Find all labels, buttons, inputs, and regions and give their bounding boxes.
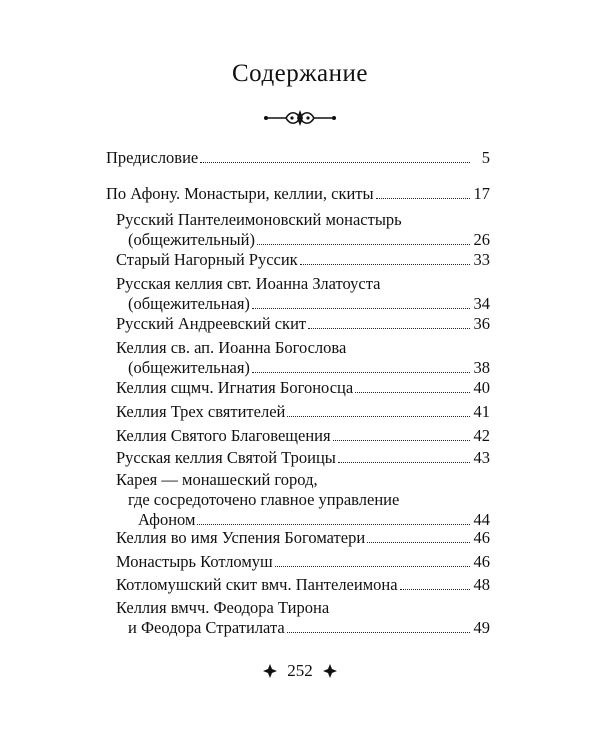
toc-page-number: 42 [473, 426, 490, 445]
toc-entry-title: Русская келлия Святой Троицы [116, 448, 336, 467]
toc-page-number: 40 [473, 378, 490, 397]
toc-page-number: 43 [473, 448, 490, 467]
toc-page-number: 46 [473, 552, 490, 571]
toc-entry[interactable] [116, 598, 490, 638]
toc-page-number: 44 [473, 510, 490, 529]
diamond-star-icon [323, 664, 337, 678]
toc-entry-title: Котломушский скит вмч. Пантелеимона [116, 575, 398, 594]
toc-entry-title: Келлия вмчч. Феодора Тирона [116, 598, 330, 617]
toc-entry-title: Келлия сщмч. Игнатия Богоносца [116, 378, 354, 397]
toc-entry-section-athos[interactable] [106, 184, 490, 204]
toc-entry-title: Предисловие [106, 148, 199, 167]
toc-entry-title-cont: где сосредоточено главное управление [128, 490, 400, 509]
toc-entry-preface[interactable] [106, 148, 490, 168]
leader-dots [252, 308, 470, 309]
toc-page-number: 34 [473, 294, 490, 313]
toc-entry[interactable] [116, 470, 490, 530]
toc-entry-title: Русская келлия свт. Иоанна Златоуста [116, 274, 381, 293]
leader-dots [300, 264, 470, 265]
leader-dots [287, 632, 470, 633]
toc-page-number: 48 [473, 575, 490, 594]
leader-dots [338, 462, 470, 463]
page-footer [0, 661, 600, 681]
diamond-star-icon [263, 664, 277, 678]
leader-dots [197, 524, 470, 525]
leader-dots [275, 566, 470, 567]
toc-entry[interactable] [116, 274, 490, 314]
toc-entry-title-cont: Афоном [138, 510, 196, 529]
leader-dots [355, 392, 470, 393]
leader-dots [287, 416, 470, 417]
leader-dots [200, 162, 470, 163]
toc-entry-title-cont: (общежительная) [128, 358, 250, 377]
toc-entry-title: Русский Андреевский скит [116, 314, 307, 333]
toc-page-number: 5 [481, 148, 490, 167]
toc-entry-title: Карея — монашеский город, [116, 470, 318, 489]
toc-page-number: 46 [473, 528, 490, 547]
toc-entry[interactable] [116, 552, 490, 572]
toc-entry[interactable] [116, 402, 490, 422]
toc-page-number: 33 [473, 250, 490, 269]
leader-dots [367, 542, 470, 543]
toc-entry-title-cont: (общежительный) [128, 230, 255, 249]
leader-dots [333, 440, 470, 441]
leader-dots [376, 198, 470, 199]
toc-entry-title: Монастырь Котломуш [116, 552, 273, 571]
toc-page-number: 36 [473, 314, 490, 333]
leader-dots [308, 328, 470, 329]
toc-entry[interactable] [116, 210, 490, 250]
page-number: 252 [287, 661, 313, 680]
toc-entry-title: Келлия Трех святителей [116, 402, 286, 421]
toc-page-number: 41 [473, 402, 490, 421]
toc-entry-title-cont: (общежительная) [128, 294, 250, 313]
leader-dots [252, 372, 470, 373]
toc-entry-title: Келлия во имя Успения Богоматери [116, 528, 366, 547]
toc-entry[interactable] [116, 378, 490, 398]
toc-entry-title: Старый Нагорный Руссик [116, 250, 298, 269]
toc-entry[interactable] [116, 448, 490, 468]
toc-page-number: 49 [473, 618, 490, 637]
toc-page-number: 26 [473, 230, 490, 249]
toc-page-number: 38 [473, 358, 490, 377]
toc-entry[interactable] [116, 314, 490, 334]
toc-entry[interactable] [116, 338, 490, 378]
toc-entry-title: Келлия Святого Благовещения [116, 426, 331, 445]
toc-entry[interactable] [116, 575, 490, 595]
toc-entry[interactable] [116, 426, 490, 446]
toc-entry-title: Келлия св. ап. Иоанна Богослова [116, 338, 347, 357]
toc-entry-title-cont: и Феодора Стратилата [128, 618, 285, 637]
toc-page-number: 17 [473, 184, 490, 203]
leader-dots [257, 244, 470, 245]
toc-entry[interactable] [116, 250, 490, 270]
floral-ornament-icon [262, 107, 338, 129]
page-title: Содержание [232, 60, 368, 87]
toc-section-title: По Афону. Монастыри, келлии, скиты [106, 184, 374, 203]
leader-dots [400, 589, 470, 590]
toc-entry-title: Русский Пантелеимоновский монастырь [116, 210, 402, 229]
toc-entry[interactable] [116, 528, 490, 548]
